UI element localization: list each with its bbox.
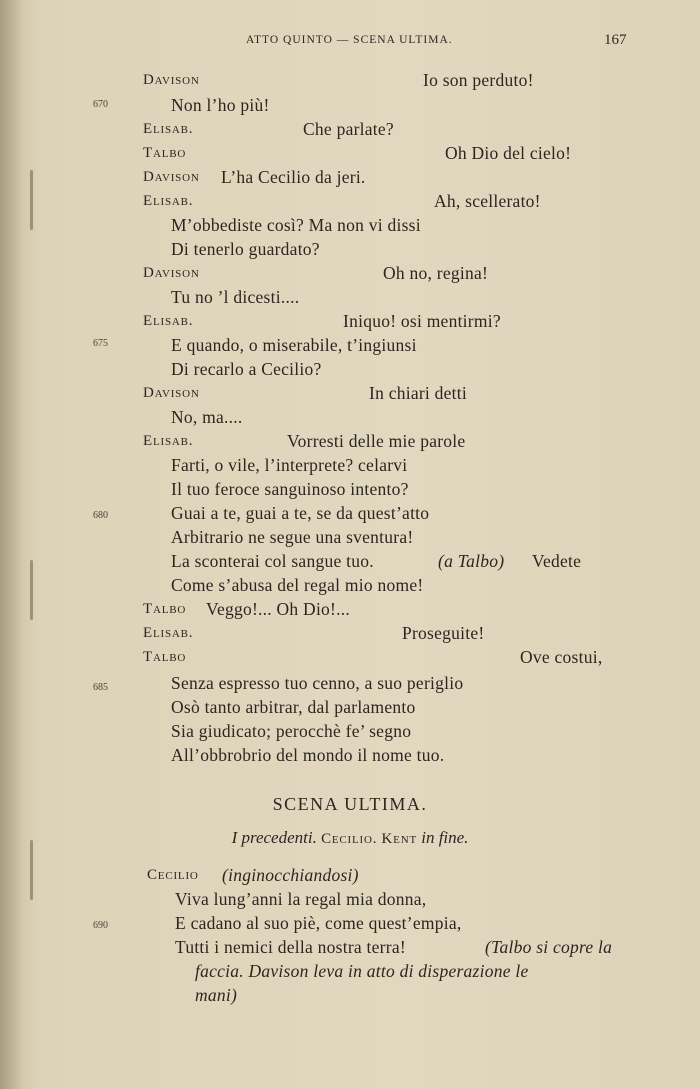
verse-text: La sconterai col sangue tuo. bbox=[171, 551, 374, 571]
speaker-name: Davison bbox=[143, 72, 200, 88]
verse-text: Senza espresso tuo cenno, a suo periglio bbox=[171, 673, 464, 693]
speaker-name: Elisab. bbox=[143, 313, 194, 329]
scene-sub-a: I precedenti. bbox=[231, 828, 317, 847]
verse-text: Osò tanto arbitrar, dal parlamento bbox=[171, 697, 416, 717]
scene-characters bbox=[0, 828, 700, 848]
verse-text: Vedete bbox=[532, 551, 582, 571]
line-number: 685 bbox=[93, 682, 108, 693]
verse-text: Che parlate? bbox=[303, 119, 394, 139]
speaker-name: Davison bbox=[143, 169, 200, 185]
verse-text: E quando, o miserabile, t’ingiunsi bbox=[171, 335, 417, 355]
verse-text: Guai a te, guai a te, se da quest’atto bbox=[171, 503, 430, 523]
stage-direction: faccia. Davison leva in atto di disperazione le bbox=[195, 961, 529, 981]
scene-sub-d: in fine. bbox=[421, 828, 469, 847]
binding-stitch bbox=[30, 560, 33, 620]
verse-text: All’obbrobrio del mondo il nome tuo. bbox=[171, 745, 445, 765]
verse-text: Iniquo! osi mentirmi? bbox=[343, 311, 501, 331]
stage-direction: mani) bbox=[195, 985, 238, 1005]
stage-direction: (a Talbo) bbox=[438, 551, 505, 571]
speaker-name: Elisab. bbox=[143, 121, 194, 137]
speaker-name: Talbo bbox=[143, 649, 187, 665]
verse-text: Sia giudicato; perocchè fe’ segno bbox=[171, 721, 412, 741]
verse-text: Viva lung’anni la regal mia donna, bbox=[175, 889, 427, 909]
speaker-name: Davison bbox=[143, 385, 200, 401]
speaker-name: Elisab. bbox=[143, 433, 194, 449]
running-header bbox=[0, 32, 700, 52]
verse-text: Di tenerlo guardato? bbox=[171, 239, 320, 259]
verse-text: Proseguite! bbox=[402, 623, 485, 643]
verse-text: Oh Dio del cielo! bbox=[445, 143, 572, 163]
verse-text: Io son perduto! bbox=[423, 70, 534, 90]
verse-text: Il tuo feroce sanguinoso intento? bbox=[171, 479, 409, 499]
verse-text: E cadano al suo piè, come quest’empia, bbox=[175, 913, 462, 933]
line-number: 675 bbox=[93, 338, 108, 349]
verse-text: M’obbediste così? Ma non vi dissi bbox=[171, 215, 421, 235]
speaker-name: Elisab. bbox=[143, 625, 194, 641]
scene-sub-c: Kent bbox=[381, 831, 417, 847]
scene-sub-b: Cecilio. bbox=[321, 831, 378, 847]
page-number: 167 bbox=[604, 32, 627, 48]
verse-text: Ove costui, bbox=[520, 647, 603, 667]
verse-text: Oh no, regina! bbox=[383, 263, 489, 283]
verse-text: Tutti i nemici della nostra terra! bbox=[175, 937, 406, 957]
page-binding bbox=[0, 0, 22, 1089]
verse-text: Farti, o vile, l’interprete? celarvi bbox=[171, 455, 408, 475]
verse-text: Tu no ’l dicesti.... bbox=[171, 287, 300, 307]
line-number: 680 bbox=[93, 510, 108, 521]
speaker-name: Cecilio bbox=[147, 867, 199, 883]
verse-text: Ah, scellerato! bbox=[434, 191, 541, 211]
verse-text: Vorresti delle mie parole bbox=[287, 431, 466, 451]
verse-text: Arbitrario ne segue una sventura! bbox=[171, 527, 414, 547]
running-title: ATTO QUINTO — SCENA ULTIMA. bbox=[246, 34, 453, 46]
verse-text: Come s’abusa del regal mio nome! bbox=[171, 575, 424, 595]
speaker-name: Talbo bbox=[143, 145, 187, 161]
scene-title: SCENA ULTIMA. bbox=[272, 794, 428, 814]
verse-text: In chiari detti bbox=[369, 383, 468, 403]
speaker-name: Elisab. bbox=[143, 193, 194, 209]
verse-text: L’ha Cecilio da jeri. bbox=[221, 167, 366, 187]
stage-direction: (inginocchiandosi) bbox=[222, 865, 359, 885]
line-number: 670 bbox=[93, 99, 108, 110]
stage-direction: (Talbo si copre la bbox=[485, 937, 613, 957]
binding-stitch bbox=[30, 170, 33, 230]
speaker-name: Talbo bbox=[143, 601, 187, 617]
speaker-name: Davison bbox=[143, 265, 200, 281]
verse-text: Di recarlo a Cecilio? bbox=[171, 359, 322, 379]
line-number: 690 bbox=[93, 920, 108, 931]
binding-stitch bbox=[30, 840, 33, 900]
verse-text: No, ma.... bbox=[171, 407, 243, 427]
verse-text: Veggo!... Oh Dio!... bbox=[206, 599, 351, 619]
verse-text: Non l’ho più! bbox=[171, 95, 270, 115]
